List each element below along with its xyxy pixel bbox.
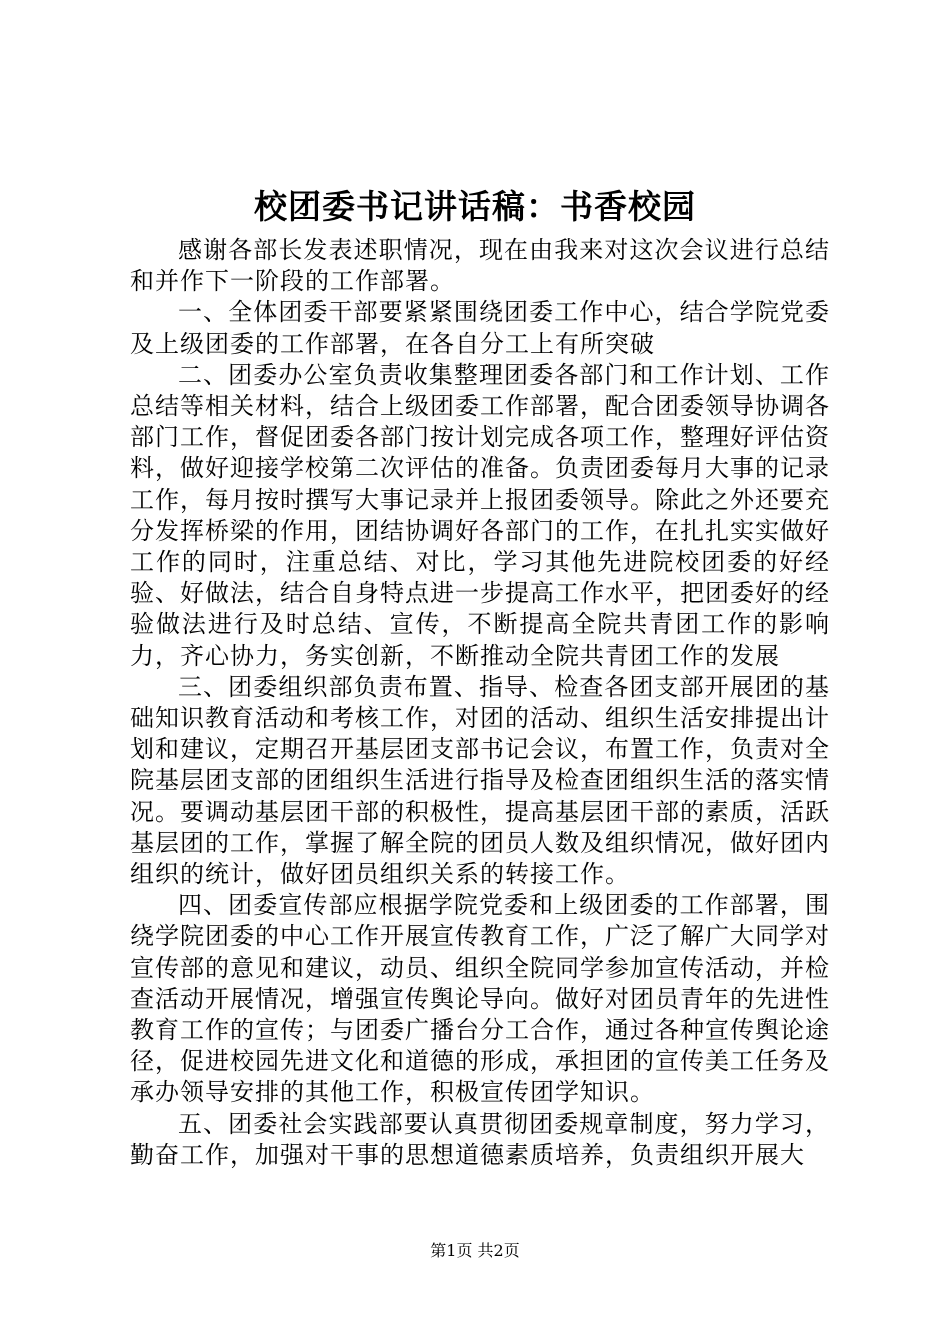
paragraph-section-3: 三、团委组织部负责布置、指导、检查各团支部开展团的基础知识教育活动和考核工作，对团的活动、组织生活安排提出计划和建议，定期召开基层团支部书记会议，布置工作，负责对全院基层团支部的团组织生活进行指导及检查团组织生活的落实情况。要调动基层团干部的积极性，提高基层团干部的素质，活跃基层团的工作，掌握了解全院的团员人数及组织情况，做好团内组织的统计，做好团员组织关系的转接工作。 (130, 672, 830, 889)
paragraph-section-1: 一、全体团委干部要紧紧围绕团委工作中心，结合学院党委及上级团委的工作部署，在各自分工上有所突破 (130, 298, 830, 358)
document-title: 校团委书记讲话稿：书香校园 (254, 187, 696, 226)
paragraph-section-5: 五、团委社会实践部要认真贯彻团委规章制度，努力学习，勤奋工作，加强对干事的思想道德素质培养，负责组织开展大 (130, 1109, 830, 1169)
paragraph-section-4: 四、团委宣传部应根据学院党委和上级团委的工作部署，围绕学院团委的中心工作开展宣传教育工作，广泛了解广大同学对宣传部的意见和建议，动员、组织全院同学参加宣传活动，并检查活动开展情况，增强宣传舆论导向。做好对团员青年的先进性教育工作的宣传；与团委广播台分工合作，通过各种宣传舆论途径，促进校园先进文化和道德的形成，承担团的宣传美工任务及承办领导安排的其他工作，积极宣传团学知识。 (130, 891, 830, 1107)
paragraph-intro: 感谢各部长发表述职情况，现在由我来对这次会议进行总结和并作下一阶段的工作部署。 (130, 236, 830, 296)
document-body (130, 235, 830, 1171)
paragraph-section-2: 二、团委办公室负责收集整理团委各部门和工作计划、工作总结等相关材料，结合上级团委工作部署，配合团委领导协调各部门工作，督促团委各部门按计划完成各项工作，整理好评估资料，做好迎接学校第二次评估的准备。负责团委每月大事的记录工作，每月按时撰写大事记录并上报团委领导。除此之外还要充分发挥桥梁的作用，团结协调好各部门的工作，在扎扎实实做好工作的同时，注重总结、对比，学习其他先进院校团委的好经验、好做法，结合自身特点进一步提高工作水平，把团委好的经验做法进行及时总结、宣传，不断提高全院共青团工作的影响力，齐心协力，务实创新，不断推动全院共青团工作的发展 (130, 360, 830, 670)
page-number-footer: 第1页 共2页 (430, 1241, 520, 1260)
